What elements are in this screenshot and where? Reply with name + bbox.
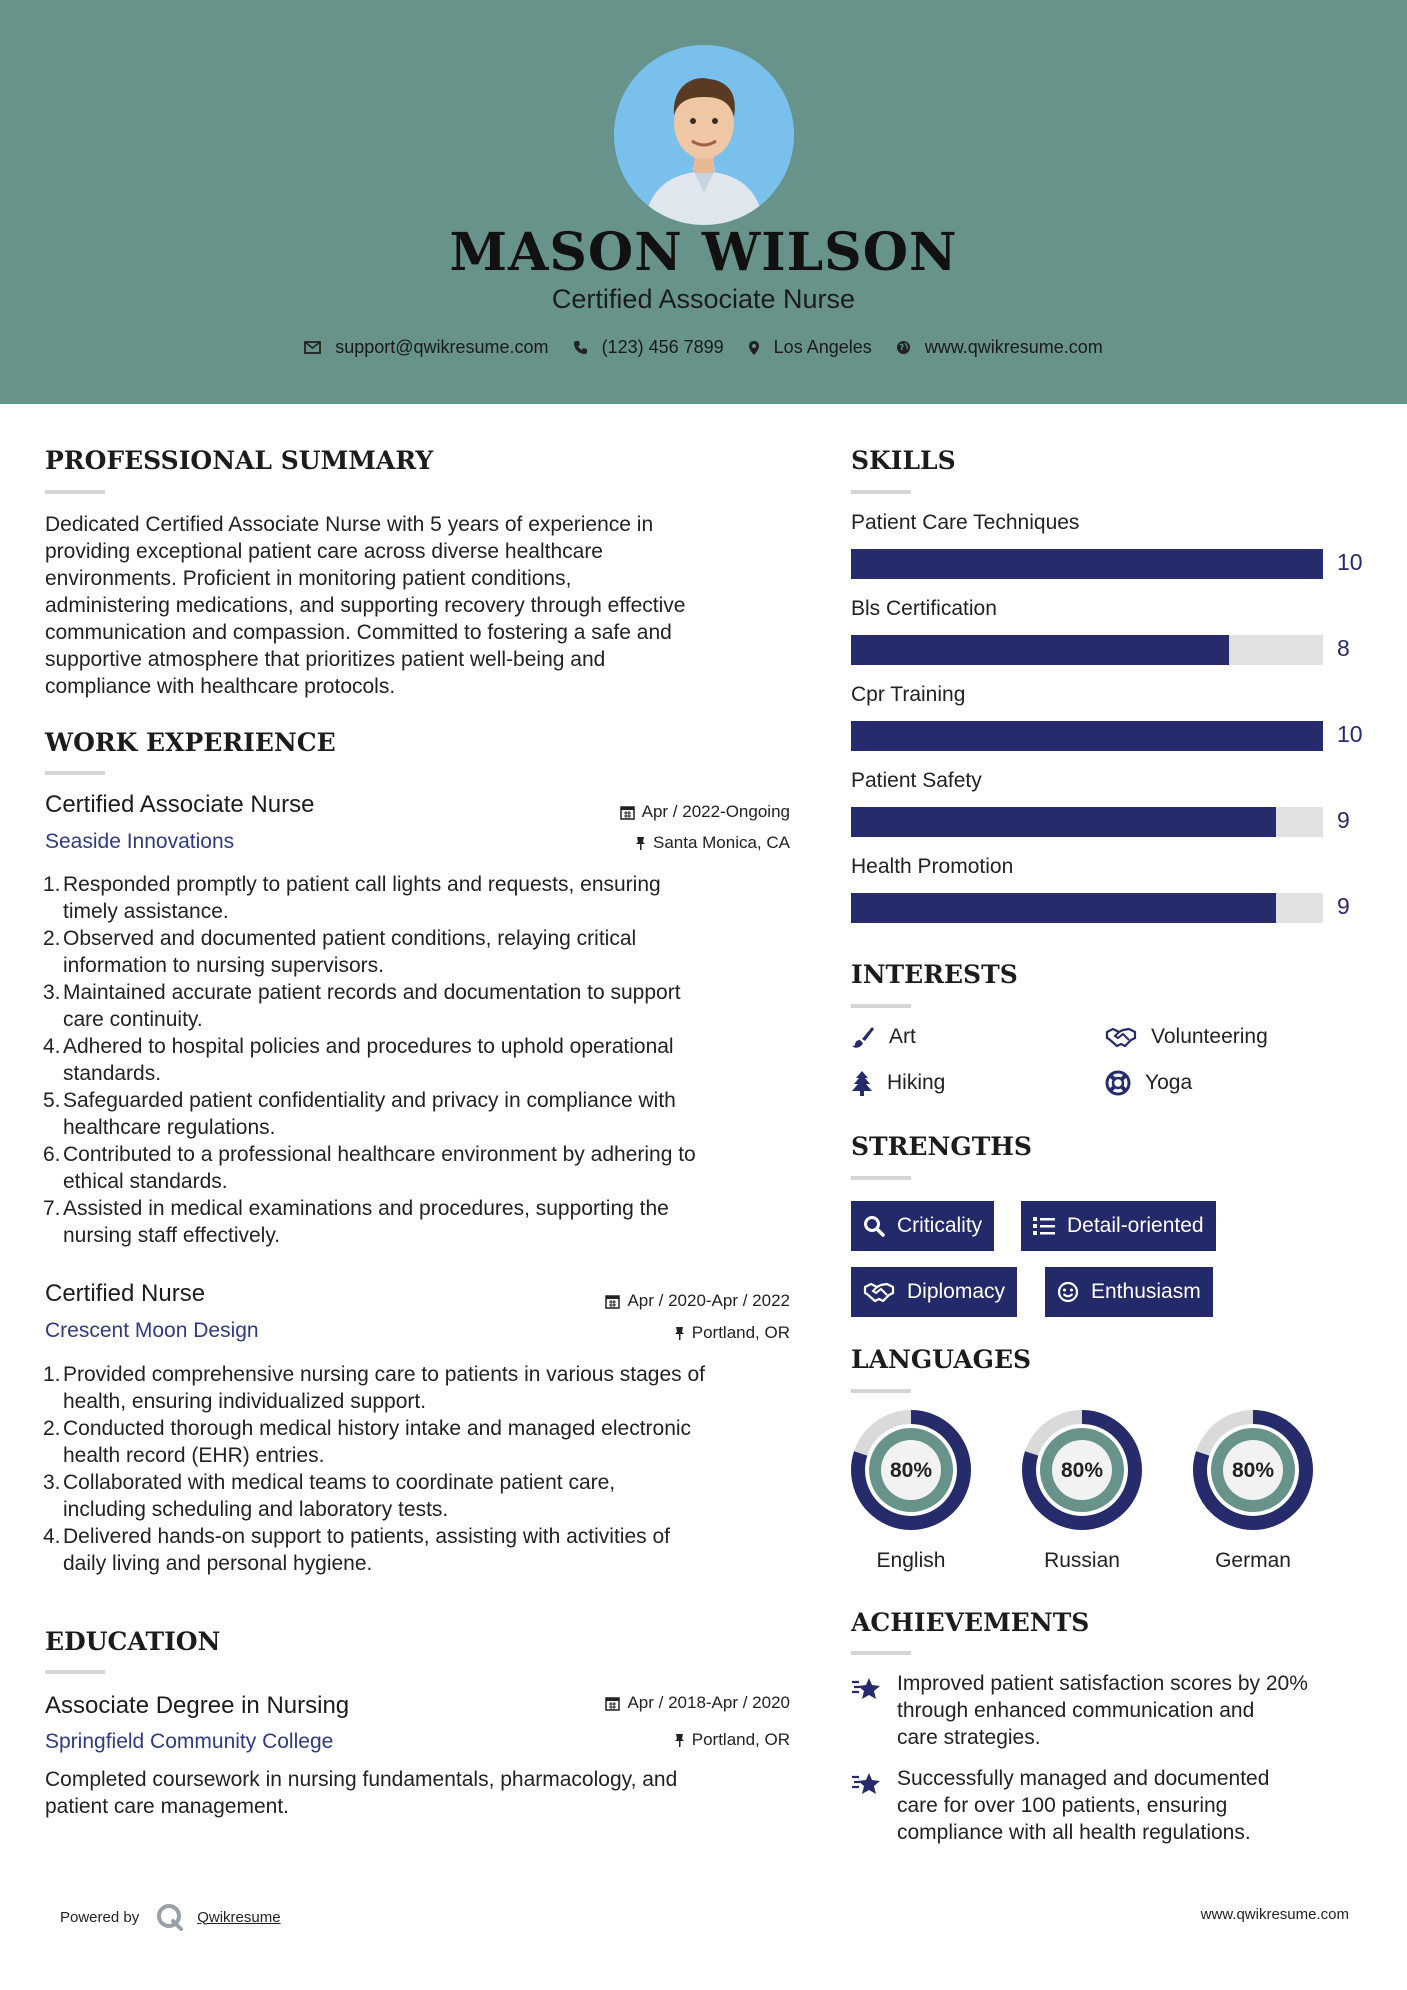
handshake-icon	[1105, 1026, 1137, 1048]
language-name: Russian	[1044, 1549, 1120, 1572]
calendar-icon	[605, 1696, 620, 1711]
bullet-line: Collaborated with medical teams to coordinate patient care,	[63, 1471, 616, 1494]
summary-line: compliance with healthcare protocols.	[45, 675, 396, 698]
list-number: 1.	[43, 1363, 61, 1386]
job-duties	[45, 871, 805, 1249]
interest-label: Volunteering	[1151, 1025, 1268, 1048]
skill-label: Cpr Training	[851, 683, 966, 706]
bullet-line: timely assistance.	[63, 900, 229, 923]
achievements-rule	[851, 1651, 911, 1655]
strength-label: Criticality	[897, 1214, 983, 1237]
bullet-line: ethical standards.	[63, 1170, 228, 1193]
tree-icon	[851, 1070, 873, 1096]
achievement-line: through enhanced communication and	[897, 1699, 1255, 1722]
list-number: 4.	[43, 1525, 61, 1548]
strengths-rule	[851, 1176, 911, 1180]
language-percent: 80%	[1060, 1459, 1104, 1482]
company-name[interactable]: Crescent Moon Design	[45, 1319, 259, 1342]
skill-label: Patient Safety	[851, 769, 982, 792]
pushpin-icon	[674, 1326, 685, 1341]
achievements-heading: ACHIEVEMENTS	[851, 1608, 1090, 1637]
education-heading: EDUCATION	[45, 1627, 221, 1656]
skill-bar-track	[851, 893, 1323, 923]
skill-bar-fill	[851, 721, 1323, 751]
job-date-text: Apr / 2022-Ongoing	[641, 802, 790, 821]
star-award-icon	[851, 1674, 883, 1702]
interests-rule	[851, 1004, 911, 1008]
interests-heading: INTERESTS	[851, 960, 1018, 989]
experience-rule	[45, 771, 105, 775]
strength-chip	[1045, 1267, 1213, 1317]
search-icon	[863, 1215, 885, 1237]
life-ring-icon	[1105, 1070, 1131, 1096]
smile-icon	[1057, 1281, 1079, 1303]
bullet-line: Safeguarded patient confidentiality and privacy in compliance with	[63, 1089, 676, 1112]
achievement-line: Successfully managed and documented	[897, 1767, 1270, 1790]
strength-label: Detail-oriented	[1067, 1214, 1204, 1237]
paint-brush-icon	[851, 1025, 875, 1049]
skill-bar-fill	[851, 549, 1323, 579]
language-ring	[1020, 1408, 1144, 1532]
bullet-line: Responded promptly to patient call lights and requests, ensuring	[63, 873, 661, 896]
interest-label: Art	[889, 1025, 916, 1048]
language-item	[849, 1408, 973, 1573]
achievement-line: compliance with all health regulations.	[897, 1821, 1251, 1844]
contact-phone[interactable]	[573, 337, 724, 358]
strength-chip	[1021, 1201, 1216, 1251]
interest-item	[1105, 1070, 1192, 1096]
bullet-line: Delivered hands-on support to patients, assisting with activities of	[63, 1525, 670, 1548]
skill-bar-track	[851, 549, 1323, 579]
handshake-icon	[863, 1281, 895, 1303]
language-name: English	[876, 1549, 946, 1572]
bullet-line: health, ensuring individualized support.	[63, 1390, 427, 1413]
bullet-line: including scheduling and laboratory tests.	[63, 1498, 449, 1521]
bullet-line: Assisted in medical examinations and procedures, supporting the	[63, 1197, 669, 1220]
interest-item	[851, 1025, 916, 1049]
bullet-line: Provided comprehensive nursing care to patients in various stages of	[63, 1363, 706, 1386]
language-ring	[849, 1408, 973, 1532]
bullet-line: care continuity.	[63, 1008, 203, 1031]
company-name[interactable]: Seaside Innovations	[45, 830, 235, 853]
languages-rule	[851, 1389, 911, 1393]
skill-value: 8	[1337, 635, 1350, 661]
languages-heading: LANGUAGES	[851, 1345, 1032, 1374]
candidate-title: Certified Associate Nurse	[551, 284, 856, 314]
footer-website[interactable]: www.qwikresume.com	[1200, 1906, 1349, 1923]
job-location	[635, 833, 790, 853]
calendar-icon	[620, 805, 635, 820]
skill-value: 9	[1337, 893, 1350, 919]
job-duties	[45, 1361, 805, 1577]
list-number: 2.	[43, 1417, 61, 1440]
bullet-line: health record (EHR) entries.	[63, 1444, 325, 1467]
summary-rule	[45, 490, 105, 494]
education-line: patient care management.	[45, 1795, 289, 1818]
summary-line: providing exceptional patient care across diverse healthcare	[45, 540, 603, 563]
phone-icon	[573, 340, 588, 355]
list-item	[45, 1361, 805, 1415]
qwikresume-logo-icon	[155, 1902, 185, 1932]
achievement-item	[851, 1670, 1371, 1751]
language-percent: 80%	[889, 1459, 933, 1482]
job-location	[674, 1323, 790, 1343]
interest-item	[851, 1070, 945, 1096]
job-title: Certified Associate Nurse	[45, 791, 315, 818]
email-text: support@qwikresume.com	[335, 337, 549, 357]
list-number: 6.	[43, 1143, 61, 1166]
achievement-line: Improved patient satisfaction scores by 20%	[897, 1672, 1308, 1695]
list-number: 3.	[43, 1471, 61, 1494]
education-location	[674, 1730, 790, 1750]
contact-email[interactable]	[304, 337, 548, 358]
achievement-text	[897, 1765, 1269, 1846]
contact-website[interactable]	[896, 337, 1103, 358]
skill-bar-fill	[851, 635, 1229, 665]
list-item	[45, 925, 805, 979]
summary-line: administering medications, and supporting recovery through effective	[45, 594, 686, 617]
language-item	[1191, 1408, 1315, 1573]
strength-chip	[851, 1201, 994, 1251]
achievement-line: care strategies.	[897, 1726, 1041, 1749]
experience-heading: WORK EXPERIENCE	[45, 728, 336, 757]
skill-value: 10	[1337, 721, 1363, 747]
list-number: 4.	[43, 1035, 61, 1058]
summary-text	[45, 511, 685, 700]
achievement-item	[851, 1765, 1371, 1846]
location-text: Los Angeles	[773, 337, 872, 357]
contact-bar	[0, 337, 1407, 358]
summary-line: communication and compassion. Committed to fostering a safe and	[45, 621, 672, 644]
job-date	[620, 802, 790, 822]
list-number: 5.	[43, 1089, 61, 1112]
skills-heading: SKILLS	[851, 446, 956, 475]
list-item	[45, 1469, 805, 1523]
candidate-name: MASON WILSON	[449, 222, 958, 283]
pushpin-icon	[674, 1733, 685, 1748]
calendar-icon	[605, 1294, 620, 1309]
skill-value: 9	[1337, 807, 1350, 833]
achievement-text	[897, 1670, 1308, 1751]
list-item	[45, 871, 805, 925]
job-location-text: Portland, OR	[691, 1323, 790, 1342]
list-item	[45, 1523, 805, 1577]
bullet-line: healthcare regulations.	[63, 1116, 276, 1139]
pushpin-icon	[635, 836, 646, 851]
summary-line: environments. Proficient in monitoring patient conditions,	[45, 567, 572, 590]
bullet-line: nursing staff effectively.	[63, 1224, 281, 1247]
list-item	[45, 979, 805, 1033]
list-item	[45, 1141, 805, 1195]
skill-bar-fill	[851, 807, 1276, 837]
bullet-line: information to nursing supervisors.	[63, 954, 384, 977]
job-date-text: Apr / 2020-Apr / 2022	[627, 1291, 790, 1310]
footer-powered-by	[60, 1902, 281, 1932]
list-number: 3.	[43, 981, 61, 1004]
brand-link[interactable]: Qwikresume	[197, 1908, 281, 1926]
phone-text: (123) 456 7899	[601, 337, 724, 357]
profile-photo	[614, 45, 794, 225]
degree-title: Associate Degree in Nursing	[45, 1692, 350, 1719]
language-ring	[1191, 1408, 1315, 1532]
list-icon	[1033, 1216, 1055, 1236]
job-title: Certified Nurse	[45, 1280, 206, 1307]
map-pin-icon	[748, 340, 760, 356]
bullet-line: Contributed to a professional healthcare environment by adhering to	[63, 1143, 696, 1166]
strengths-heading: STRENGTHS	[851, 1132, 1032, 1161]
summary-heading: PROFESSIONAL SUMMARY	[45, 446, 434, 475]
language-item	[1020, 1408, 1144, 1573]
education-line: Completed coursework in nursing fundamentals, pharmacology, and	[45, 1768, 678, 1791]
bullet-line: Maintained accurate patient records and documentation to support	[63, 981, 681, 1004]
list-item	[45, 1087, 805, 1141]
list-item	[45, 1195, 805, 1249]
list-item	[45, 1415, 805, 1469]
interest-item	[1105, 1025, 1268, 1049]
interest-label: Hiking	[887, 1071, 946, 1094]
education-description	[45, 1766, 677, 1820]
bullet-line: daily living and personal hygiene.	[63, 1552, 373, 1575]
envelope-icon	[304, 341, 321, 354]
language-name: German	[1215, 1549, 1291, 1572]
education-date	[605, 1693, 790, 1713]
job-location-text: Santa Monica, CA	[652, 833, 790, 852]
achievement-line: care for over 100 patients, ensuring	[897, 1794, 1228, 1817]
contact-location	[748, 337, 872, 358]
website-text: www.qwikresume.com	[924, 337, 1103, 357]
list-number: 7.	[43, 1197, 61, 1220]
list-item	[45, 1033, 805, 1087]
skill-label: Bls Certification	[851, 597, 997, 620]
education-rule	[45, 1670, 105, 1674]
skill-value: 10	[1337, 549, 1363, 575]
bullet-line: standards.	[63, 1062, 162, 1085]
summary-line: Dedicated Certified Associate Nurse with 5 years of experience in	[45, 513, 654, 536]
bullet-line: Adhered to hospital policies and procedures to uphold operational	[63, 1035, 674, 1058]
skill-label: Health Promotion	[851, 855, 1014, 878]
interest-label: Yoga	[1145, 1071, 1193, 1094]
list-number: 1.	[43, 873, 61, 896]
star-award-icon	[851, 1769, 883, 1797]
skill-bar-fill	[851, 893, 1276, 923]
strength-label: Enthusiasm	[1091, 1280, 1201, 1303]
globe-icon	[896, 340, 911, 355]
bullet-line: Observed and documented patient conditions, relaying critical	[63, 927, 637, 950]
strength-chip	[851, 1267, 1017, 1317]
list-number: 2.	[43, 927, 61, 950]
education-date-text: Apr / 2018-Apr / 2020	[627, 1693, 790, 1712]
bullet-line: Conducted thorough medical history intake and managed electronic	[63, 1417, 692, 1440]
skill-bar-track	[851, 807, 1323, 837]
job-date	[605, 1291, 790, 1311]
skill-bar-track	[851, 635, 1323, 665]
summary-line: supportive atmosphere that prioritizes patient well-being and	[45, 648, 606, 671]
powered-by-text: Powered by	[60, 1908, 140, 1926]
strength-label: Diplomacy	[907, 1280, 1006, 1303]
school-name[interactable]: Springfield Community College	[45, 1730, 334, 1753]
resume-header	[0, 0, 1407, 404]
language-percent: 80%	[1231, 1459, 1275, 1482]
skill-label: Patient Care Techniques	[851, 511, 1080, 534]
skills-rule	[851, 490, 911, 494]
education-location-text: Portland, OR	[691, 1730, 790, 1749]
skill-bar-track	[851, 721, 1323, 751]
